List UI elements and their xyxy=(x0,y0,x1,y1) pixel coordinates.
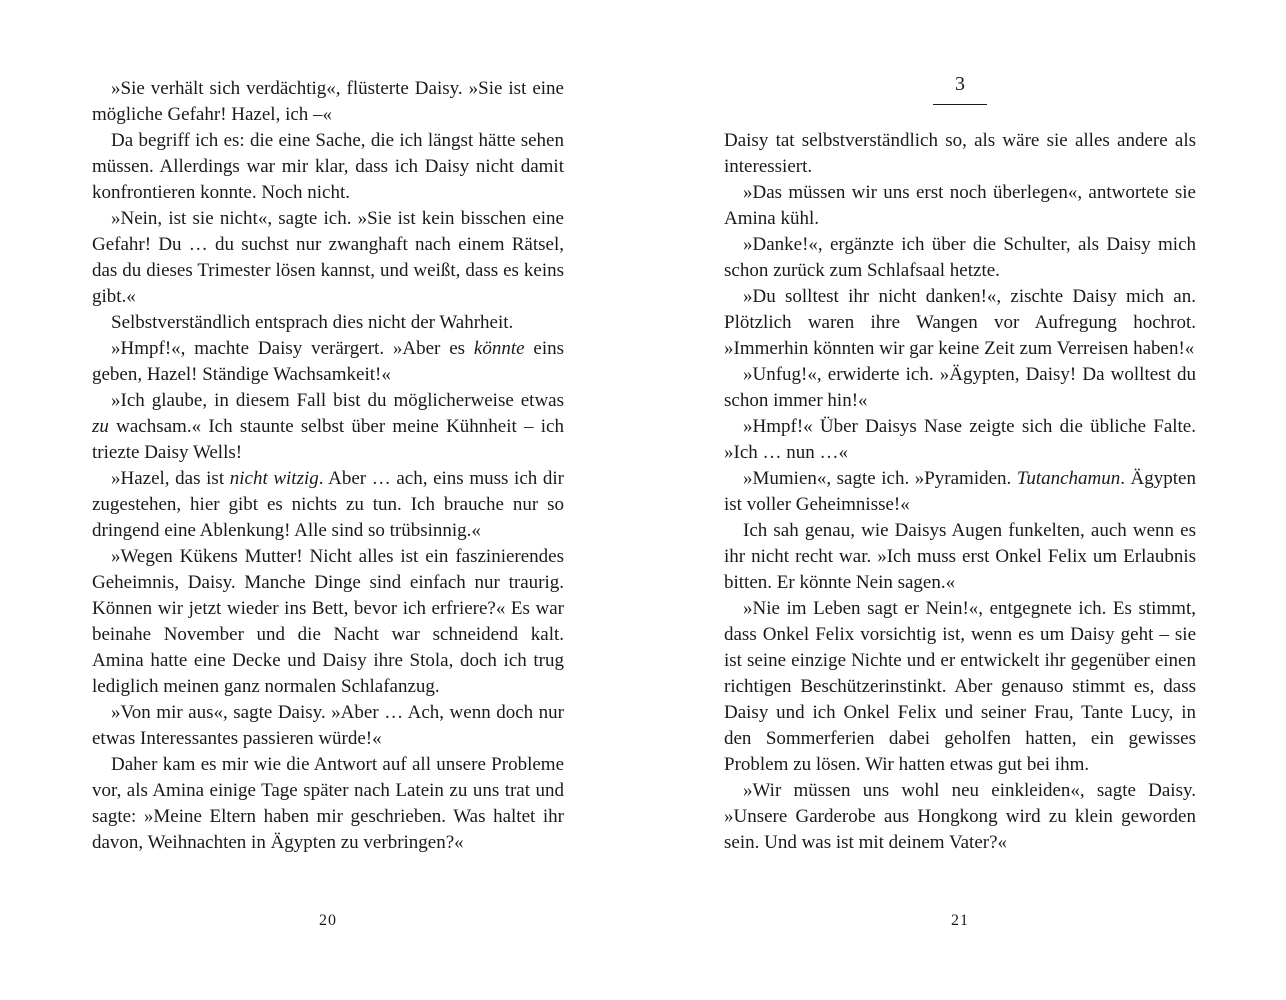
paragraph: Daher kam es mir wie die Antwort auf all unsere Probleme vor, als Amina einige Tage später nach Latein zu uns trat und sagte: »Meine Eltern haben mir geschrieben. Was haltet ihr davon, Weihnachten in Ägypten zu verbringen?« xyxy=(92,754,564,853)
paragraph: »Sie verhält sich verdächtig«, flüsterte Daisy. »Sie ist eine mögliche Gefahr! Hazel, ich –« xyxy=(92,78,564,125)
left-page-text xyxy=(92,76,564,856)
paragraph: Selbstverständlich entsprach dies nicht der Wahrheit. xyxy=(111,312,514,333)
paragraph: »Mumien«, sagte ich. »Pyramiden. Tutanchamun. Ägypten ist voller Geheimnisse!« xyxy=(724,468,1196,515)
paragraph: Daisy tat selbstverständlich so, als wäre sie alles andere als interessiert. xyxy=(724,130,1196,177)
paragraph: »Hmpf!«, machte Daisy verärgert. »Aber es könnte eins geben, Hazel! Ständige Wachsamkeit!« xyxy=(92,338,564,385)
page-number-left: 20 xyxy=(319,912,337,929)
paragraph: »Hazel, das ist nicht witzig. Aber … ach, eins muss ich dir zugestehen, hier gibt es nichts zu tun. Ich brauche nur so dringend eine Ablenkung! Alle sind so trübsinnig.« xyxy=(92,468,564,541)
chapter-heading xyxy=(724,72,1196,105)
paragraph: Da begriff ich es: die eine Sache, die ich längst hätte sehen müssen. Allerdings war mir klar, dass ich Daisy nicht damit konfrontieren konnte. Noch nicht. xyxy=(92,130,564,203)
chapter-number: 3 xyxy=(955,73,965,95)
paragraph: »Nie im Leben sagt er Nein!«, entgegnete ich. Es stimmt, dass Onkel Felix vorsichtig ist, wenn es um Daisy geht – sie ist seine einzige Nichte und er entwickelt ihr gegenüber einen richtigen Beschützerinstinkt. Aber genauso stimmt es, dass Daisy und ich Onkel Felix und seiner Frau, Tante Lucy, in den Sommerferien dabei geholfen hatten, ein gewisses Problem zu lösen. Wir hatten etwas gut bei ihm. xyxy=(724,598,1196,775)
paragraph: »Nein, ist sie nicht«, sagte ich. »Sie ist kein bisschen eine Gefahr! Du … du suchst nur zwanghaft nach einem Rätsel, das du dieses Trimester lösen kannst, und weißt, dass es keins gibt.« xyxy=(92,208,564,307)
paragraph: »Wegen Kükens Mutter! Nicht alles ist ein faszinierendes Geheimnis, Daisy. Manche Dinge sind einfach nur traurig. Können wir jetzt wieder ins Bett, bevor ich erfriere?« Es war beinahe November und die Nacht war schneidend kalt. Amina hatte eine Decke und Daisy ihre Stola, doch ich trug lediglich meinen ganz normalen Schlafanzug. xyxy=(92,546,564,697)
chapter-rule xyxy=(933,104,987,105)
paragraph: »Von mir aus«, sagte Daisy. »Aber … Ach, wenn doch nur etwas Interessantes passieren würde!« xyxy=(92,702,564,749)
paragraph: Ich sah genau, wie Daisys Augen funkelten, auch wenn es ihr nicht recht war. »Ich muss erst Onkel Felix um Erlaubnis bitten. Er könnte Nein sagen.« xyxy=(724,520,1196,593)
paragraph: »Hmpf!« Über Daisys Nase zeigte sich die übliche Falte. »Ich … nun …« xyxy=(724,416,1196,463)
paragraph: »Ich glaube, in diesem Fall bist du möglicherweise etwas zu wachsam.« Ich staunte selbst über meine Kühnheit – ich triezte Daisy Wells! xyxy=(92,390,564,463)
right-page-text xyxy=(724,128,1196,856)
page-number-right: 21 xyxy=(951,912,969,929)
paragraph: »Unfug!«, erwiderte ich. »Ägypten, Daisy! Da wolltest du schon immer hin!« xyxy=(724,364,1196,411)
paragraph: »Danke!«, ergänzte ich über die Schulter, als Daisy mich schon zurück zum Schlafsaal hetzte. xyxy=(724,234,1196,281)
paragraph: »Du solltest ihr nicht danken!«, zischte Daisy mich an. Plötzlich waren ihre Wangen vor Aufregung hochrot. »Immerhin könnten wir gar keine Zeit zum Verreisen haben!« xyxy=(724,286,1196,359)
paragraph: »Das müssen wir uns erst noch überlegen«, antwortete sie Amina kühl. xyxy=(724,182,1196,229)
paragraph: »Wir müssen uns wohl neu einkleiden«, sagte Daisy. »Unsere Garderobe aus Hongkong wird zu klein geworden sein. Und was ist mit deinem Vater?« xyxy=(724,780,1196,853)
